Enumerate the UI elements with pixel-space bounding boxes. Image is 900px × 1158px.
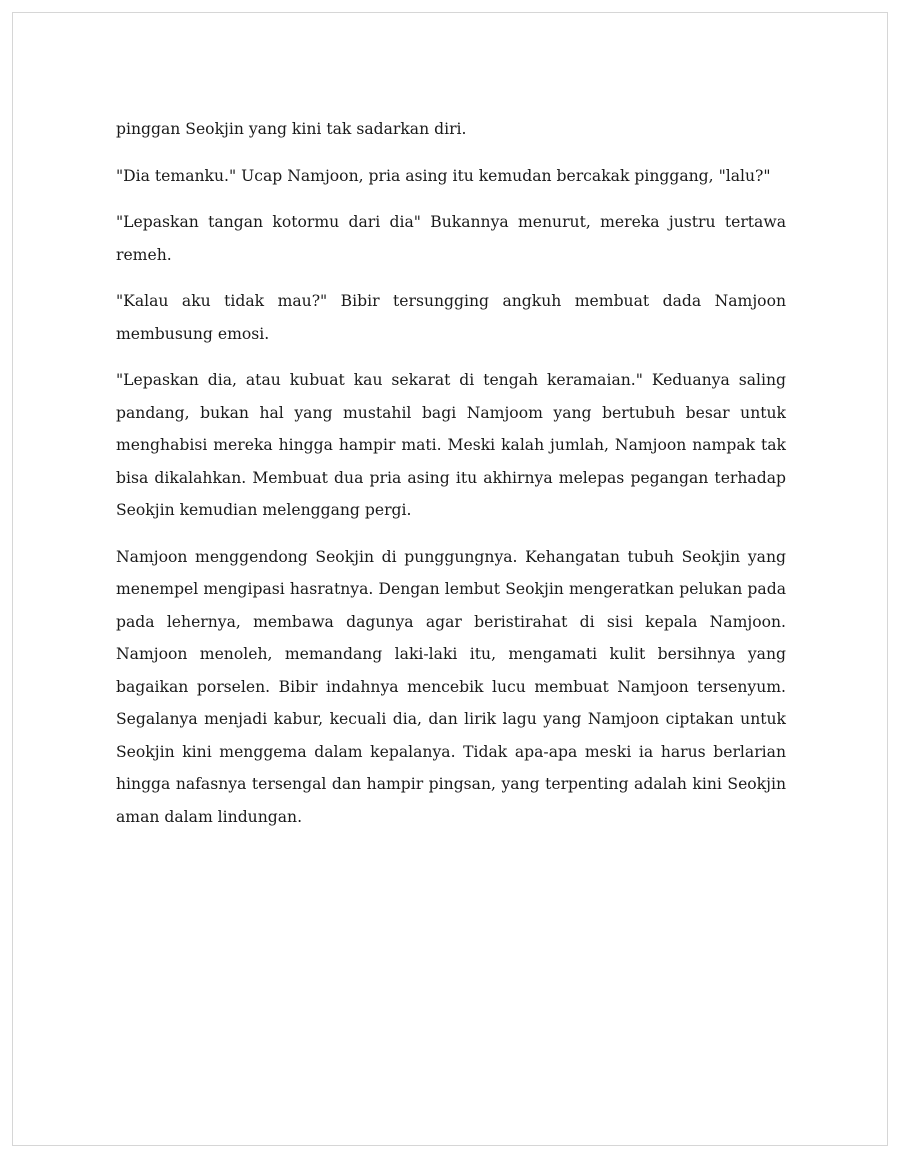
paragraph-2: "Dia temanku." Ucap Namjoon, pria asing itu kemudan bercakak pinggang, "lalu?" — [116, 166, 771, 185]
paragraph-4: "Kalau aku tidak mau?" Bibir tersungging angkuh membuat dada Namjoon membusung emosi. — [116, 292, 786, 343]
paragraph-5: "Lepaskan dia, atau kubuat kau sekarat di tengah keramaian." Keduanya saling pandang, bukan hal yang mustahil bagi Namjoom yang bertubuh besar untuk menghabisi mereka hingga hampir mati. Meski kalah jumlah, Namjoon nampak tak bisa dikalahkan. Membuat dua pria asing itu akhirnya melepas pegangan terhadap Seokjin kemudian melenggang pergi. — [116, 371, 786, 519]
document-body — [116, 113, 786, 847]
paragraph-3: "Lepaskan tangan kotormu dari dia" Bukannya menurut, mereka justru tertawa remeh. — [116, 213, 786, 264]
paragraph-6: Namjoon menggendong Seokjin di punggungnya. Kehangatan tubuh Seokjin yang menempel mengipasi hasratnya. Dengan lembut Seokjin mengeratkan pelukan pada pada lehernya, membawa dagunya agar beristirahat di sisi kepala Namjoon. Namjoon menoleh, memandang laki-laki itu, mengamati kulit bersihnya yang bagaikan porselen. Bibir indahnya mencebik lucu membuat Namjoon tersenyum. Segalanya menjadi kabur, kecuali dia, dan lirik lagu yang Namjoon ciptakan untuk Seokjin kini menggema dalam kepalanya. Tidak apa-apa meski ia harus berlarian hingga nafasnya tersengal dan hampir pingsan, yang terpenting adalah kini Seokjin aman dalam lindungan. — [116, 547, 786, 826]
paragraph-1: pinggan Seokjin yang kini tak sadarkan diri. — [116, 120, 467, 138]
document-page — [12, 12, 888, 1146]
